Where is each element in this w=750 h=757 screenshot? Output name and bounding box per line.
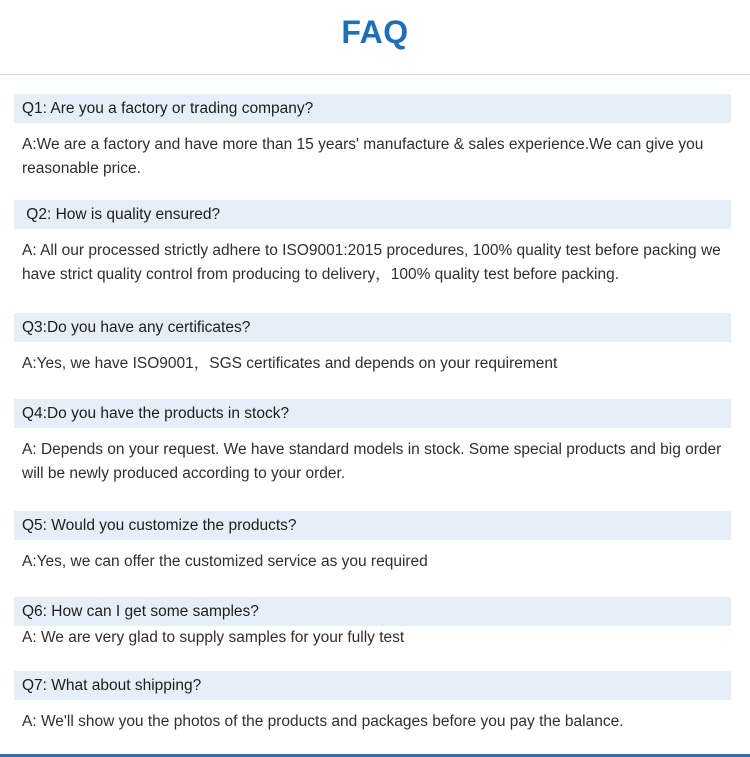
faq-answer-1: A:We are a factory and have more than 15 years' manufacture & sales experience.We can give you reasonable price. — [22, 136, 704, 177]
faq-question-1: Q1: Are you a factory or trading company? — [14, 94, 731, 123]
faq-answer-2: A: All our processed strictly adhere to ISO9001:2015 procedures, 100% quality test before packing we have strict quality control from producing to delivery，100% quality test before packing. — [22, 242, 721, 283]
page-title: FAQ — [341, 14, 409, 50]
title-divider — [0, 74, 750, 75]
faq-answer-4: A: Depends on your request. We have standard models in stock. Some special products and big order will be newly produced according to your order. — [22, 441, 722, 482]
faq-answer-6: A: We are very glad to supply samples for your fully test — [22, 629, 405, 646]
faq-question-4: Q4:Do you have the products in stock? — [14, 399, 731, 428]
faq-question-3: Q3:Do you have any certificates? — [14, 313, 731, 342]
faq-question-5: Q5: Would you customize the products? — [14, 511, 731, 540]
faq-answer-7: A: We'll show you the photos of the products and packages before you pay the balance. — [22, 713, 624, 730]
faq-question-2: Q2: How is quality ensured? — [14, 200, 731, 229]
faq-question-7: Q7: What about shipping? — [14, 671, 731, 700]
faq-question-6: Q6: How can I get some samples? — [14, 597, 731, 626]
faq-answer-3: A:Yes, we have ISO9001，SGS certificates and depends on your requirement — [22, 355, 558, 372]
faq-answer-5: A:Yes, we can offer the customized service as you required — [22, 553, 428, 570]
